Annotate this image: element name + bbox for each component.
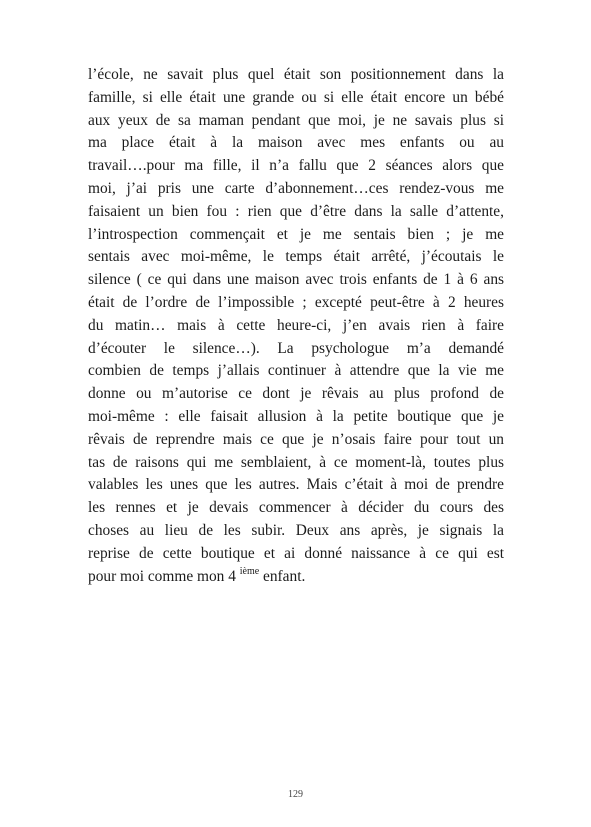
text-line: travail….pour ma fille, il n’a fallu que 2 séances alors que xyxy=(88,157,504,175)
last-line-end: enfant. xyxy=(259,567,306,585)
text-line: moi, j’ai pris une carte d’abonnement…ces rendez-vous me xyxy=(88,179,504,197)
text-line: tas de raisons qui me semblaient, à ce moment-là, toutes plus xyxy=(88,453,504,471)
text-line: sentais avec moi-même, le temps était arrêté, j’écoutais le xyxy=(88,248,504,266)
last-line-text: pour moi comme mon 4 xyxy=(88,567,240,585)
text-line: était de l’ordre de l’impossible ; excepté peut-être à 2 heures xyxy=(88,293,504,311)
text-line: faisaient un bien fou : rien que d’être dans la salle d’attente, xyxy=(88,202,504,220)
page-number: 129 xyxy=(288,789,303,800)
text-line: aux yeux de sa maman pendant que moi, je ne savais plus si xyxy=(88,111,504,129)
text-line: rêvais de reprendre mais ce que je n’osais faire pour tout un xyxy=(88,430,504,448)
text-line: du matin… mais à cette heure-ci, j’en avais rien à faire xyxy=(88,316,504,334)
text-line: moi-même : elle faisait allusion à la petite boutique que je xyxy=(88,407,504,425)
text-line: l’école, ne savait plus quel était son positionnement dans la xyxy=(88,66,504,83)
superscript-ordinal: ième xyxy=(239,565,260,577)
body-text xyxy=(88,64,504,588)
text-line: l’introspection commençait et je me sentais bien ; je me xyxy=(88,225,504,243)
text-line: silence ( ce qui dans une maison avec trois enfants de 1 à 6 ans xyxy=(88,271,504,289)
text-line: valables les unes que les autres. Mais c’était à moi de prendre xyxy=(88,476,504,494)
text-line: ma place était à la maison avec mes enfants ou au xyxy=(88,134,504,152)
text-line: d’écouter le silence…). La psychologue m’a demandé xyxy=(88,339,504,357)
text-line: combien de temps j’allais continuer à attendre que la vie me xyxy=(88,362,504,380)
text-line: famille, si elle était une grande ou si elle était encore un bébé xyxy=(88,88,504,106)
text-line: donne ou m’autorise ce dont je rêvais au plus profond de xyxy=(88,385,504,403)
text-line: choses au lieu de les subir. Deux ans après, je signais la xyxy=(88,521,504,539)
text-line: les rennes et je devais commencer à décider du cours des xyxy=(88,499,504,517)
text-line-last xyxy=(88,566,504,589)
text-line: reprise de cette boutique et ai donné naissance à ce qui est xyxy=(88,544,504,562)
